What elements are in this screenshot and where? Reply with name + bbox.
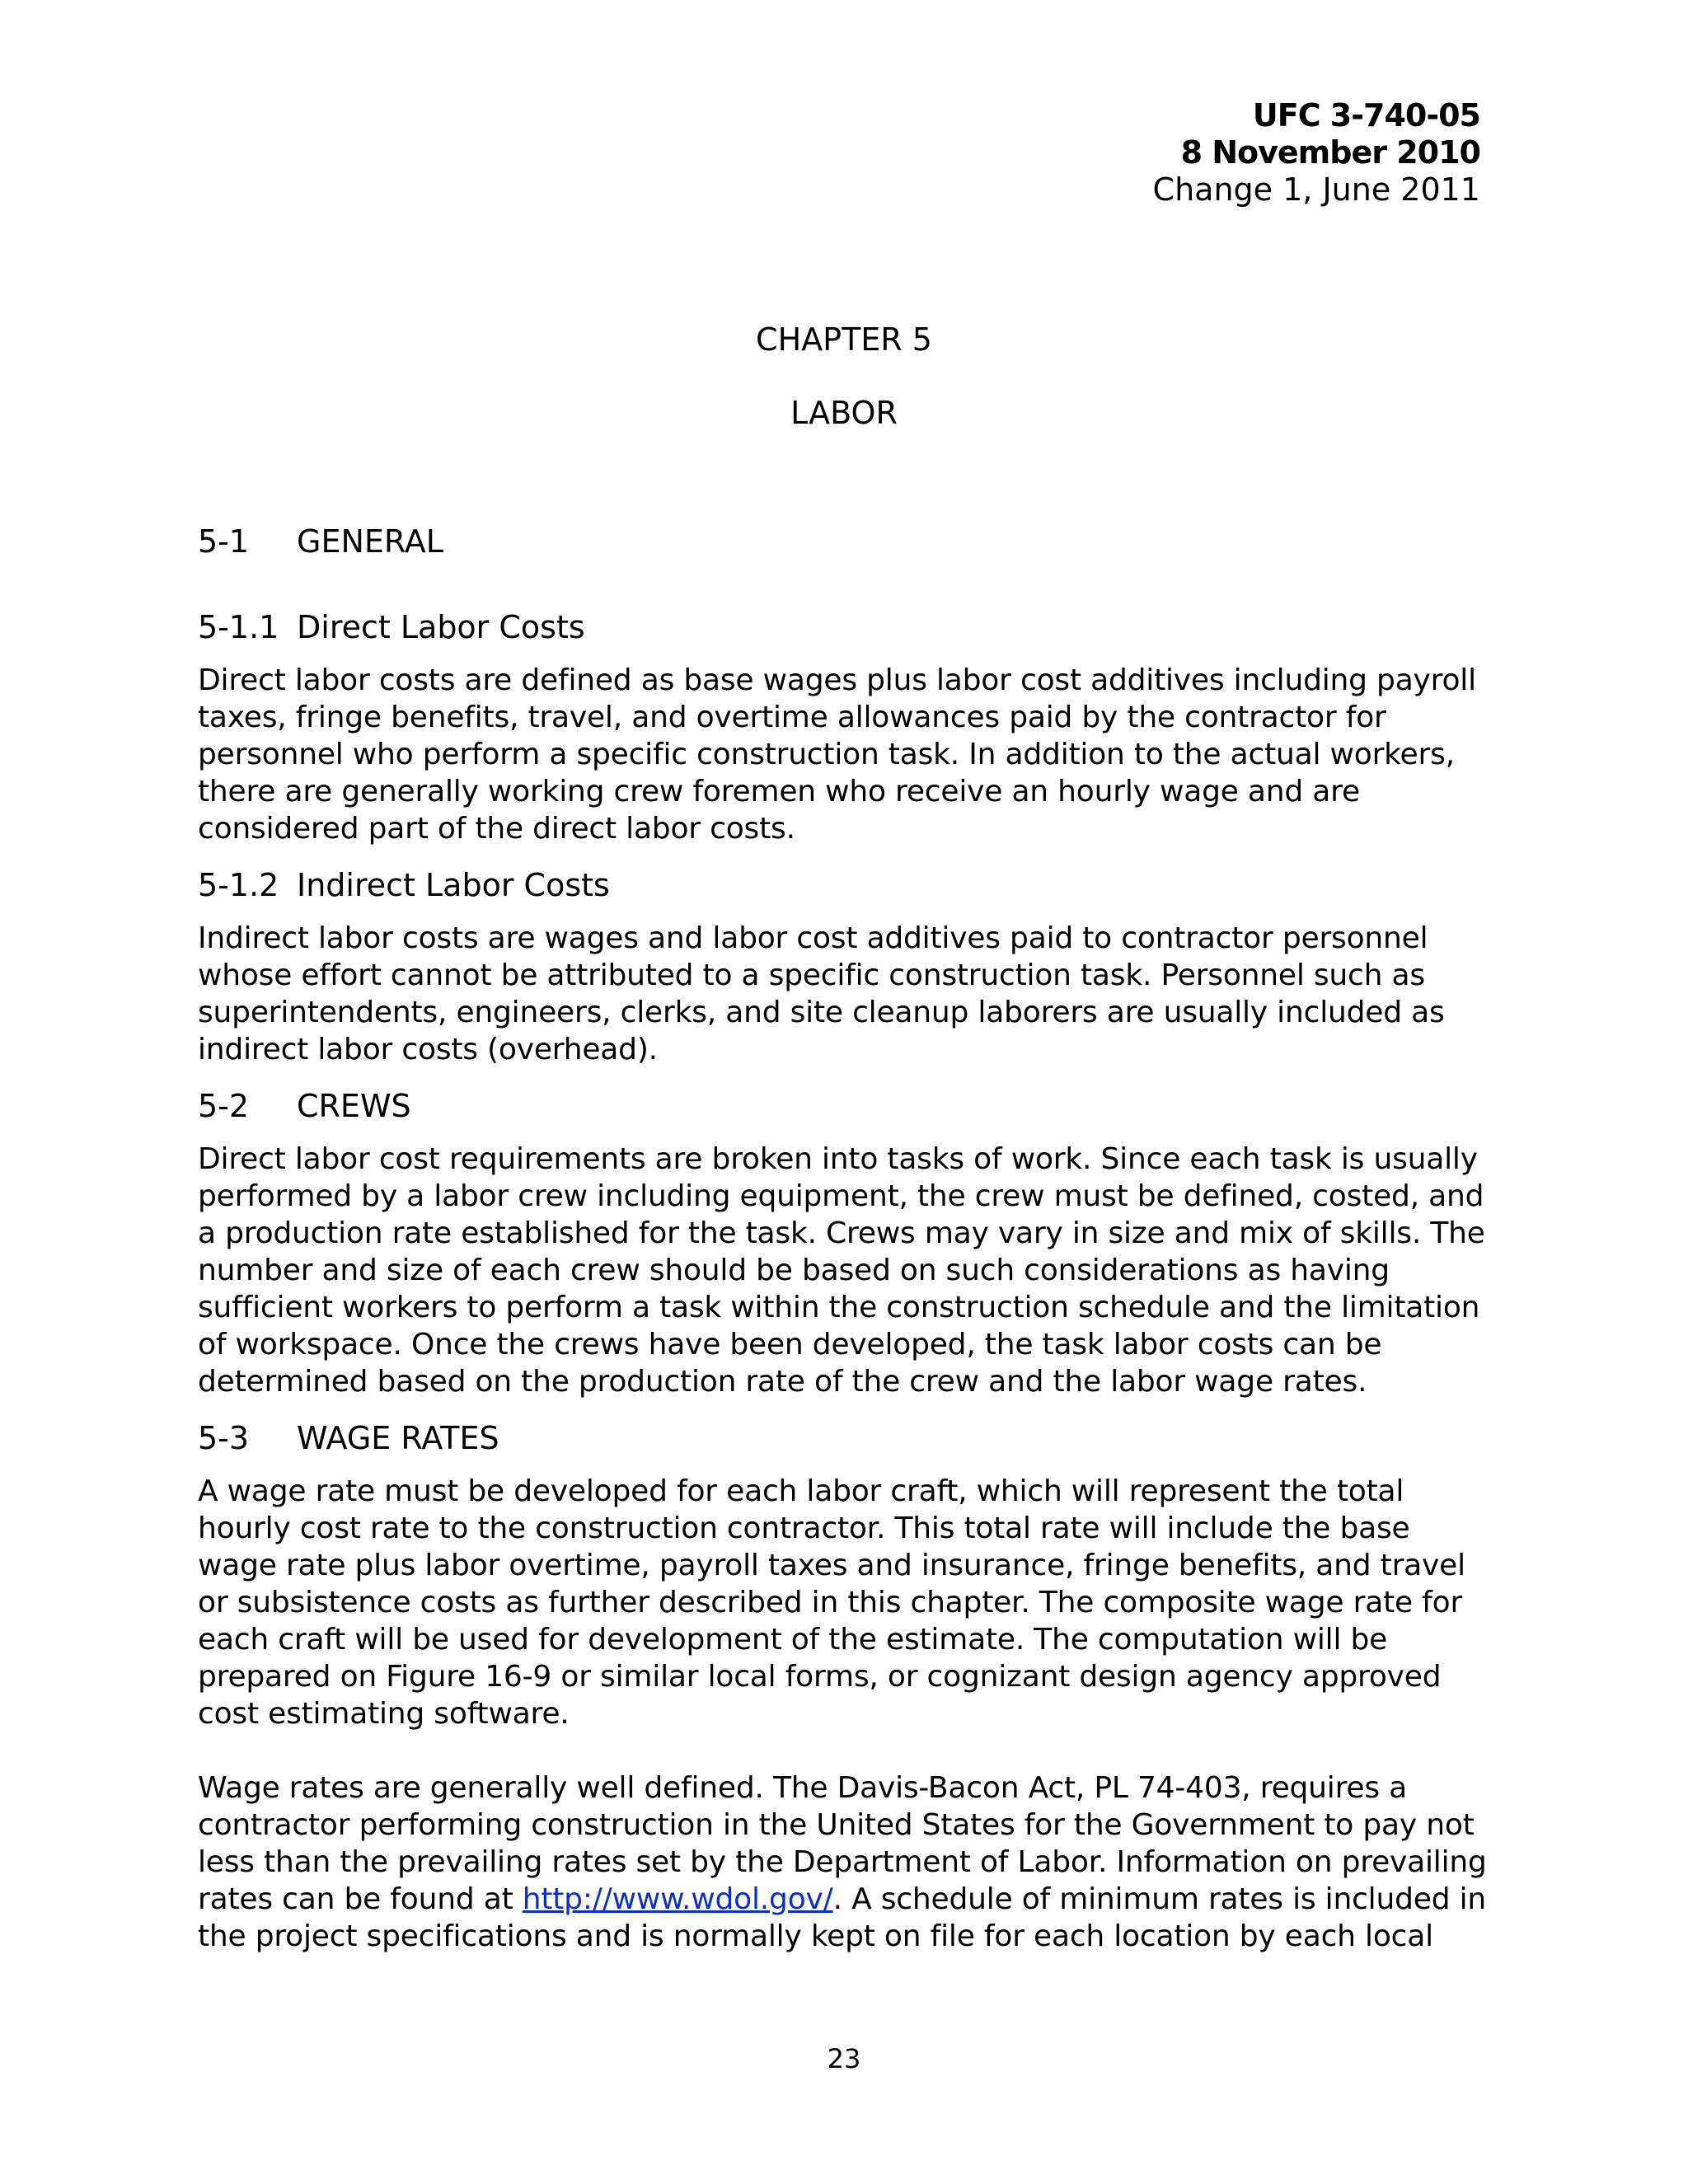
paragraph-wage-rates-1: A wage rate must be developed for each labor craft, which will represent the total hourly cost rate to the construction contractor. This total rate will include the base wage rate plus labor overtime, payroll taxes and insurance, fringe benefits, and travel or subsistence costs as further described in this chapter. The composite wage rate for each craft will be used for development of the estimate. The computation will be prepared on Figure 16-9 or similar local forms, or cognizant design agency approved cost estimating software. [198,1474,1465,1731]
section-title: Indirect Labor Costs [297,867,610,903]
section-5-2-heading [198,1088,1497,1125]
paragraph-text-before-link: Wage rates are generally well defined. The Davis-Bacon Act, PL 74-403, requires a contractor performing construction in the United States for the Government to pay not less than the prevailing rates set by the Department of Labor. Information on prevailing rates can be found at [198,1771,1487,1916]
wdol-link[interactable]: http://www.wdol.gov/ [522,1882,833,1916]
paragraph-direct-labor: Direct labor costs are defined as base wages plus labor cost additives including payroll taxes, fringe benefits, travel, and overtime allowances paid by the contractor for personnel who perform a specific construction task. In addition to the actual workers, there are generally working crew foremen who receive an hourly wage and are considered part of the direct labor costs. [198,663,1476,846]
section-5-1-heading [198,523,1497,560]
section-title: Direct Labor Costs [297,609,585,645]
section-number: 5-1.1 [198,609,279,645]
paragraph-crews: Direct labor cost requirements are broken into tasks of work. Since each task is usually performed by a labor crew including equipment, the crew must be defined, costed, and a production rate established for the task. Crews may vary in size and mix of skills. The number and size of each crew should be based on such considerations as having sufficient workers to perform a task within the construction schedule and the limitation of workspace. Once the crews have been developed, the task labor costs can be determined based on the production rate of the crew and the labor wage rates. [198,1142,1485,1399]
section-number: 5-1 [198,523,250,560]
section-title: CREWS [297,1088,411,1124]
section-title: WAGE RATES [297,1420,499,1456]
section-5-1-2-heading [198,867,1497,904]
document-body [198,523,1497,1955]
page-number: 23 [827,2043,861,2074]
paragraph-wage-rates-2 [198,1769,1497,1955]
section-number: 5-3 [198,1420,250,1456]
doc-change: Change 1, June 2011 [1152,171,1480,208]
doc-date: 8 November 2010 [1180,134,1480,171]
page-header [1153,97,1480,209]
section-5-1-1-heading [198,609,1497,646]
section-number: 5-2 [198,1088,250,1124]
doc-id: UFC 3-740-05 [1252,97,1480,134]
paragraph-indirect-labor: Indirect labor costs are wages and labor cost additives paid to contractor personnel whose effort cannot be attributed to a specific construction task. Personnel such as superintendents, engineers, clerks, and site cleanup laborers are usually included as indirect labor costs (overhead). [198,921,1445,1066]
section-5-3-heading [198,1420,1497,1457]
paragraph-text-after-link: . A schedule of minimum rates is included in the project specifications and is normally kept on file for each location by each local [198,1882,1487,1953]
section-title: GENERAL [297,523,443,560]
chapter-title: LABOR [790,395,898,431]
section-number: 5-1.2 [198,867,279,903]
chapter-number: CHAPTER 5 [756,321,932,358]
